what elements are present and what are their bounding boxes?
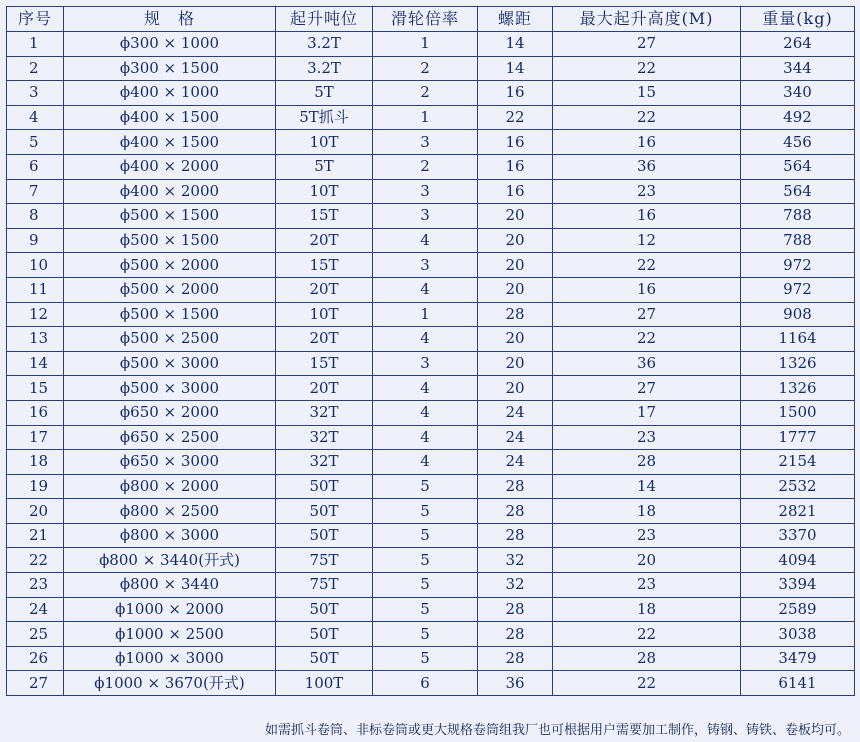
- cell-capacity: 100T: [276, 671, 373, 696]
- cell-pulley-ratio: 4: [373, 277, 478, 302]
- cell-max-lift-height: 20: [553, 548, 741, 573]
- cell-weight: 564: [741, 154, 855, 179]
- cell-weight: 788: [741, 228, 855, 253]
- table-row: [7, 400, 855, 425]
- table-row: [7, 425, 855, 450]
- header-cell-pitch: 螺距: [478, 7, 553, 32]
- cell-max-lift-height: 22: [553, 56, 741, 81]
- cell-capacity: 20T: [276, 376, 373, 401]
- cell-pitch: 22: [478, 105, 553, 130]
- cell-spec: ϕ500 × 3000: [64, 351, 276, 376]
- cell-index: 8: [7, 204, 64, 229]
- cell-spec: ϕ1000 × 3000: [64, 646, 276, 671]
- cell-capacity: 50T: [276, 646, 373, 671]
- cell-capacity: 50T: [276, 597, 373, 622]
- cell-index: 20: [7, 499, 64, 524]
- cell-weight: 2589: [741, 597, 855, 622]
- cell-index: 10: [7, 253, 64, 278]
- cell-weight: 1326: [741, 351, 855, 376]
- cell-spec: ϕ1000 × 2500: [64, 622, 276, 647]
- cell-pitch: 16: [478, 130, 553, 155]
- cell-pulley-ratio: 2: [373, 154, 478, 179]
- cell-pitch: 20: [478, 351, 553, 376]
- cell-spec: ϕ500 × 1500: [64, 302, 276, 327]
- cell-weight: 3038: [741, 622, 855, 647]
- cell-index: 21: [7, 523, 64, 548]
- cell-pitch: 28: [478, 523, 553, 548]
- drum-spec-table: [6, 6, 855, 696]
- cell-capacity: 75T: [276, 548, 373, 573]
- table-row: [7, 548, 855, 573]
- cell-weight: 4094: [741, 548, 855, 573]
- cell-spec: ϕ400 × 1500: [64, 130, 276, 155]
- cell-pitch: 32: [478, 548, 553, 573]
- cell-index: 26: [7, 646, 64, 671]
- header-cell-index: 序号: [7, 7, 64, 32]
- table-row: [7, 351, 855, 376]
- cell-capacity: 3.2T: [276, 56, 373, 81]
- cell-capacity: 15T: [276, 204, 373, 229]
- cell-weight: 3479: [741, 646, 855, 671]
- table-row: [7, 646, 855, 671]
- cell-pitch: 20: [478, 253, 553, 278]
- cell-pulley-ratio: 5: [373, 474, 478, 499]
- cell-max-lift-height: 18: [553, 499, 741, 524]
- cell-pitch: 28: [478, 622, 553, 647]
- cell-spec: ϕ650 × 3000: [64, 450, 276, 475]
- cell-spec: ϕ500 × 2000: [64, 277, 276, 302]
- cell-pulley-ratio: 4: [373, 425, 478, 450]
- cell-pitch: 16: [478, 179, 553, 204]
- cell-max-lift-height: 27: [553, 32, 741, 57]
- cell-pulley-ratio: 4: [373, 376, 478, 401]
- cell-capacity: 50T: [276, 474, 373, 499]
- cell-index: 22: [7, 548, 64, 573]
- table-row: [7, 32, 855, 57]
- cell-pulley-ratio: 5: [373, 622, 478, 647]
- cell-max-lift-height: 16: [553, 130, 741, 155]
- cell-pulley-ratio: 1: [373, 302, 478, 327]
- cell-weight: 340: [741, 81, 855, 106]
- cell-spec: ϕ650 × 2500: [64, 425, 276, 450]
- cell-weight: 2821: [741, 499, 855, 524]
- cell-max-lift-height: 23: [553, 573, 741, 598]
- table-row: [7, 474, 855, 499]
- cell-max-lift-height: 27: [553, 376, 741, 401]
- cell-capacity: 10T: [276, 302, 373, 327]
- cell-weight: 264: [741, 32, 855, 57]
- table-row: [7, 622, 855, 647]
- cell-pitch: 36: [478, 671, 553, 696]
- cell-pulley-ratio: 5: [373, 548, 478, 573]
- cell-index: 2: [7, 56, 64, 81]
- cell-max-lift-height: 22: [553, 327, 741, 352]
- cell-spec: ϕ800 × 3440: [64, 573, 276, 598]
- cell-pitch: 20: [478, 204, 553, 229]
- cell-pulley-ratio: 4: [373, 327, 478, 352]
- table-row: [7, 56, 855, 81]
- cell-spec: ϕ800 × 3000: [64, 523, 276, 548]
- cell-pulley-ratio: 3: [373, 130, 478, 155]
- cell-capacity: 5T抓斗: [276, 105, 373, 130]
- cell-weight: 492: [741, 105, 855, 130]
- table-row: [7, 81, 855, 106]
- cell-spec: ϕ500 × 1500: [64, 228, 276, 253]
- cell-weight: 2532: [741, 474, 855, 499]
- cell-pulley-ratio: 5: [373, 646, 478, 671]
- cell-weight: 3370: [741, 523, 855, 548]
- cell-max-lift-height: 23: [553, 523, 741, 548]
- cell-pulley-ratio: 2: [373, 56, 478, 81]
- cell-weight: 1777: [741, 425, 855, 450]
- cell-weight: 564: [741, 179, 855, 204]
- table-row: [7, 130, 855, 155]
- table-row: [7, 499, 855, 524]
- cell-pitch: 20: [478, 277, 553, 302]
- table-row: [7, 154, 855, 179]
- cell-capacity: 20T: [276, 327, 373, 352]
- table-row: [7, 671, 855, 696]
- cell-spec: ϕ400 × 1000: [64, 81, 276, 106]
- cell-capacity: 50T: [276, 523, 373, 548]
- cell-pulley-ratio: 4: [373, 400, 478, 425]
- cell-pulley-ratio: 3: [373, 253, 478, 278]
- table-row: [7, 376, 855, 401]
- cell-index: 7: [7, 179, 64, 204]
- cell-index: 5: [7, 130, 64, 155]
- spec-sheet: [6, 6, 854, 696]
- header-cell-pulley-ratio: 滑轮倍率: [373, 7, 478, 32]
- cell-capacity: 15T: [276, 253, 373, 278]
- cell-weight: 3394: [741, 573, 855, 598]
- cell-capacity: 32T: [276, 450, 373, 475]
- cell-index: 17: [7, 425, 64, 450]
- cell-pitch: 24: [478, 400, 553, 425]
- cell-capacity: 15T: [276, 351, 373, 376]
- cell-pulley-ratio: 6: [373, 671, 478, 696]
- cell-spec: ϕ500 × 3000: [64, 376, 276, 401]
- cell-index: 13: [7, 327, 64, 352]
- cell-weight: 1164: [741, 327, 855, 352]
- table-row: [7, 105, 855, 130]
- cell-spec: ϕ650 × 2000: [64, 400, 276, 425]
- table-row: [7, 228, 855, 253]
- cell-spec: ϕ500 × 1500: [64, 204, 276, 229]
- table-row: [7, 450, 855, 475]
- cell-capacity: 3.2T: [276, 32, 373, 57]
- cell-weight: 456: [741, 130, 855, 155]
- cell-pulley-ratio: 4: [373, 450, 478, 475]
- table-row: [7, 204, 855, 229]
- table-row: [7, 573, 855, 598]
- cell-pitch: 28: [478, 302, 553, 327]
- cell-pitch: 28: [478, 474, 553, 499]
- cell-index: 27: [7, 671, 64, 696]
- cell-spec: ϕ400 × 2000: [64, 179, 276, 204]
- cell-pitch: 16: [478, 154, 553, 179]
- cell-pulley-ratio: 3: [373, 351, 478, 376]
- cell-capacity: 10T: [276, 179, 373, 204]
- cell-index: 9: [7, 228, 64, 253]
- cell-pulley-ratio: 5: [373, 573, 478, 598]
- table-row: [7, 327, 855, 352]
- cell-weight: 1326: [741, 376, 855, 401]
- footnote: 如需抓斗卷筒、非标卷筒或更大规格卷筒组我厂也可根据用户需要加工制作，铸钢、铸铁、卷板均可。: [264, 723, 850, 738]
- cell-pitch: 24: [478, 425, 553, 450]
- cell-pulley-ratio: 3: [373, 179, 478, 204]
- cell-spec: ϕ400 × 1500: [64, 105, 276, 130]
- cell-capacity: 10T: [276, 130, 373, 155]
- cell-spec: ϕ400 × 2000: [64, 154, 276, 179]
- cell-weight: 908: [741, 302, 855, 327]
- cell-max-lift-height: 18: [553, 597, 741, 622]
- cell-max-lift-height: 36: [553, 351, 741, 376]
- cell-pitch: 20: [478, 376, 553, 401]
- table-row: [7, 179, 855, 204]
- cell-capacity: 20T: [276, 277, 373, 302]
- cell-max-lift-height: 23: [553, 425, 741, 450]
- cell-index: 19: [7, 474, 64, 499]
- cell-spec: ϕ500 × 2000: [64, 253, 276, 278]
- cell-index: 23: [7, 573, 64, 598]
- cell-weight: 972: [741, 277, 855, 302]
- cell-pitch: 14: [478, 56, 553, 81]
- cell-max-lift-height: 27: [553, 302, 741, 327]
- cell-weight: 2154: [741, 450, 855, 475]
- cell-pitch: 28: [478, 646, 553, 671]
- cell-max-lift-height: 22: [553, 622, 741, 647]
- cell-max-lift-height: 16: [553, 204, 741, 229]
- cell-max-lift-height: 12: [553, 228, 741, 253]
- cell-index: 14: [7, 351, 64, 376]
- cell-pulley-ratio: 1: [373, 32, 478, 57]
- header-cell-max-lift-height: 最大起升高度(M): [553, 7, 741, 32]
- cell-pitch: 28: [478, 597, 553, 622]
- cell-max-lift-height: 36: [553, 154, 741, 179]
- cell-max-lift-height: 22: [553, 105, 741, 130]
- cell-spec: ϕ500 × 2500: [64, 327, 276, 352]
- cell-spec: ϕ300 × 1000: [64, 32, 276, 57]
- cell-max-lift-height: 28: [553, 646, 741, 671]
- cell-index: 1: [7, 32, 64, 57]
- cell-index: 11: [7, 277, 64, 302]
- cell-max-lift-height: 23: [553, 179, 741, 204]
- cell-spec: ϕ800 × 3440(开式): [64, 548, 276, 573]
- cell-index: 3: [7, 81, 64, 106]
- table-row: [7, 523, 855, 548]
- cell-max-lift-height: 28: [553, 450, 741, 475]
- cell-pitch: 28: [478, 499, 553, 524]
- cell-pulley-ratio: 2: [373, 81, 478, 106]
- cell-pitch: 20: [478, 228, 553, 253]
- cell-index: 25: [7, 622, 64, 647]
- cell-pulley-ratio: 1: [373, 105, 478, 130]
- cell-spec: ϕ300 × 1500: [64, 56, 276, 81]
- cell-max-lift-height: 22: [553, 671, 741, 696]
- cell-pulley-ratio: 5: [373, 597, 478, 622]
- cell-weight: 788: [741, 204, 855, 229]
- cell-index: 16: [7, 400, 64, 425]
- cell-pitch: 20: [478, 327, 553, 352]
- table-row: [7, 597, 855, 622]
- cell-pitch: 14: [478, 32, 553, 57]
- cell-pulley-ratio: 5: [373, 499, 478, 524]
- cell-pitch: 16: [478, 81, 553, 106]
- cell-index: 12: [7, 302, 64, 327]
- cell-max-lift-height: 22: [553, 253, 741, 278]
- cell-pulley-ratio: 5: [373, 523, 478, 548]
- cell-index: 24: [7, 597, 64, 622]
- cell-capacity: 32T: [276, 400, 373, 425]
- cell-pitch: 32: [478, 573, 553, 598]
- cell-capacity: 75T: [276, 573, 373, 598]
- cell-max-lift-height: 14: [553, 474, 741, 499]
- cell-capacity: 20T: [276, 228, 373, 253]
- cell-index: 18: [7, 450, 64, 475]
- cell-max-lift-height: 15: [553, 81, 741, 106]
- cell-index: 6: [7, 154, 64, 179]
- cell-pulley-ratio: 3: [373, 204, 478, 229]
- cell-weight: 972: [741, 253, 855, 278]
- cell-spec: ϕ800 × 2000: [64, 474, 276, 499]
- cell-max-lift-height: 16: [553, 277, 741, 302]
- cell-capacity: 5T: [276, 154, 373, 179]
- cell-spec: ϕ800 × 2500: [64, 499, 276, 524]
- header-row: [7, 7, 855, 32]
- cell-weight: 1500: [741, 400, 855, 425]
- cell-capacity: 50T: [276, 499, 373, 524]
- header-cell-spec: 规 格: [64, 7, 276, 32]
- header-cell-weight: 重量(kg): [741, 7, 855, 32]
- table-row: [7, 277, 855, 302]
- cell-max-lift-height: 17: [553, 400, 741, 425]
- header-cell-capacity: 起升吨位: [276, 7, 373, 32]
- cell-weight: 6141: [741, 671, 855, 696]
- cell-index: 15: [7, 376, 64, 401]
- cell-capacity: 32T: [276, 425, 373, 450]
- table-row: [7, 302, 855, 327]
- cell-capacity: 5T: [276, 81, 373, 106]
- cell-spec: ϕ1000 × 3670(开式): [64, 671, 276, 696]
- cell-weight: 344: [741, 56, 855, 81]
- cell-spec: ϕ1000 × 2000: [64, 597, 276, 622]
- cell-capacity: 50T: [276, 622, 373, 647]
- cell-pitch: 24: [478, 450, 553, 475]
- cell-index: 4: [7, 105, 64, 130]
- table-row: [7, 253, 855, 278]
- cell-pulley-ratio: 4: [373, 228, 478, 253]
